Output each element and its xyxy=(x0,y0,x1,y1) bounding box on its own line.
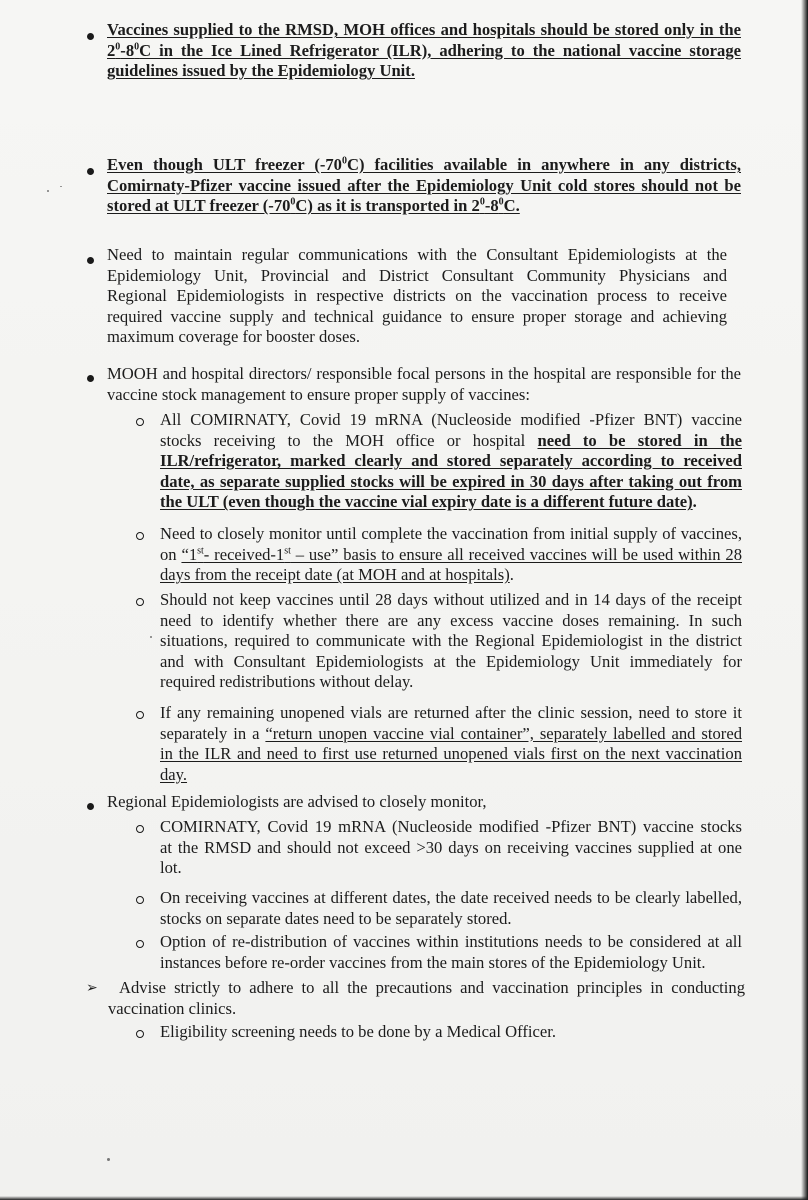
text-line: COMIRNATY, Covid 19 mRNA (Nucleoside modified -Pfizer BNT) vaccine stocks xyxy=(160,817,742,836)
bullet xyxy=(87,375,94,382)
bullet xyxy=(87,168,94,175)
sub-bullet xyxy=(136,711,144,719)
text-line: Epidemiology Unit, Provincial and District Consultant Community Physicians and xyxy=(107,265,727,285)
scan-edge xyxy=(801,0,808,1200)
scan-speck xyxy=(107,1158,110,1161)
text-line: stocks receiving to the MOH office or hospital need to be stored in the xyxy=(160,430,742,450)
advise-paragraph xyxy=(108,978,745,1019)
text-line: Advise strictly to adhere to all the precautions and vaccination principles in conducting xyxy=(119,978,745,997)
bullet xyxy=(87,257,94,264)
text-line: and with Consultant Epidemiologists at the Epidemiology Unit immediately for xyxy=(160,651,742,671)
text-line: guidelines issued by the Epidemiology Unit. xyxy=(107,61,415,81)
text-line: Need to closely monitor until complete the vaccination from initial supply of vaccines, xyxy=(160,524,742,543)
text-line: at the RMSD and should not exceed >30 days on receiving vaccines supplied at one xyxy=(160,837,742,857)
bullet xyxy=(87,33,94,40)
text-line: vaccine stock management to ensure proper supply of vaccines: xyxy=(107,384,530,404)
text-line: situations, required to communicate with the Regional Epidemiologist in the district xyxy=(160,631,742,651)
text-line: MOOH and hospital directors/ responsible focal persons in the hospital are responsible for the xyxy=(107,364,741,383)
sub-bullet xyxy=(136,825,144,833)
text-line: days from the receipt date (at MOH and at hospitals). xyxy=(160,565,514,585)
text-line: on “1st- received-1st – use” basis to ensure all received vaccines will be used within 28 xyxy=(160,544,742,564)
sub-bullet xyxy=(136,532,144,540)
text-line: Regional Epidemiologists are advised to closely monitor, xyxy=(107,792,487,811)
text-line: Vaccines supplied to the RMSD, MOH offices and hospitals should be stored only in the xyxy=(107,20,741,39)
text-line: Regional Epidemiologists in respective districts on the vaccination process to receive xyxy=(107,286,727,306)
text-line: need to identify whether there are any excess vaccine doses remaining. In such xyxy=(160,610,742,630)
fifo-subitem xyxy=(160,524,742,586)
text-line: vaccination clinics. xyxy=(108,998,237,1018)
ult-freezer-paragraph xyxy=(107,155,741,217)
bullet xyxy=(87,803,94,810)
text-line: On receiving vaccines at different dates, the date received needs to be clearly labelled, xyxy=(160,888,742,907)
text-line: required redistributions without delay. xyxy=(160,672,414,692)
sub-bullet xyxy=(136,896,144,904)
sub-bullet xyxy=(136,1030,144,1038)
sub-bullet xyxy=(136,418,144,426)
text-line: Comirnaty-Pfizer vaccine issued after the Epidemiology Unit cold stores should not be xyxy=(107,175,741,195)
text-line: stored at ULT freezer $(-70^0C)$ as it is transported in $2^0-8^0C$. xyxy=(107,196,520,216)
text-line: stocks on separate dates need to be separately stored. xyxy=(160,908,512,928)
text-line: Should not keep vaccines until 28 days without utilized and in 14 days of the receipt xyxy=(160,590,742,609)
text-line: required vaccine supply and technical guidance to ensure proper storage and achieving xyxy=(107,306,727,326)
text-line: Option of re-distribution of vaccines within institutions needs to be considered at all xyxy=(160,932,742,951)
text-line: If any remaining unopened vials are returned after the clinic session, need to store it xyxy=(160,703,742,722)
scan-speck xyxy=(47,190,49,192)
scan-speck xyxy=(60,186,62,187)
excess-doses-subitem xyxy=(160,590,742,693)
text-line: ILR/refrigerator, marked clearly and stored separately according to received xyxy=(160,451,742,471)
regional-epidemiologists-paragraph xyxy=(107,792,741,813)
text-line: Eligibility screening needs to be done by a Medical Officer. xyxy=(160,1022,556,1041)
date-labelling-subitem xyxy=(160,888,742,929)
rmsd-stocks-subitem xyxy=(160,817,742,879)
text-line: day. xyxy=(160,764,188,784)
text-line: Need to maintain regular communications with the Consultant Epidemiologists at the xyxy=(107,245,727,264)
redistribution-subitem xyxy=(160,932,742,973)
text-line: separately in a “return unopen vaccine vial container”, separately labelled and stored xyxy=(160,723,742,743)
text-line: All COMIRNATY, Covid 19 mRNA (Nucleoside modified -Pfizer BNT) vaccine xyxy=(160,410,742,429)
text-line: lot. xyxy=(160,858,182,878)
eligibility-subitem xyxy=(160,1022,742,1043)
returned-vials-subitem xyxy=(160,703,742,785)
text-line: maximum coverage for booster doses. xyxy=(107,327,360,347)
communications-paragraph xyxy=(107,245,727,348)
arrow-bullet-icon: ➢ xyxy=(86,980,98,996)
sub-bullet xyxy=(136,940,144,948)
text-line: the ULT (even though the vaccine vial expiry date is a different future date). xyxy=(160,492,697,512)
text-line: instances before re-order vaccines from the main stores of the Epidemiology Unit. xyxy=(160,952,706,972)
text-line: in the ILR and need to first use returned unopened vials first on the next vaccination xyxy=(160,744,742,764)
storage-subitem xyxy=(160,410,742,513)
text-line: Even though ULT freezer $(-70^0C)$ facilities available in anywhere in any districts, xyxy=(107,155,741,174)
stock-management-paragraph xyxy=(107,364,741,405)
sub-bullet xyxy=(136,598,144,606)
text-line: $2^0-8^0C$ in the Ice Lined Refrigerator (ILR), adhering to the national vaccine storage xyxy=(107,40,741,60)
scan-edge xyxy=(0,1196,808,1200)
storage-guideline-paragraph xyxy=(107,20,741,82)
text-line: date, as separate supplied stocks will be expired in 30 days after taking out from xyxy=(160,471,742,491)
scan-speck xyxy=(150,636,152,638)
